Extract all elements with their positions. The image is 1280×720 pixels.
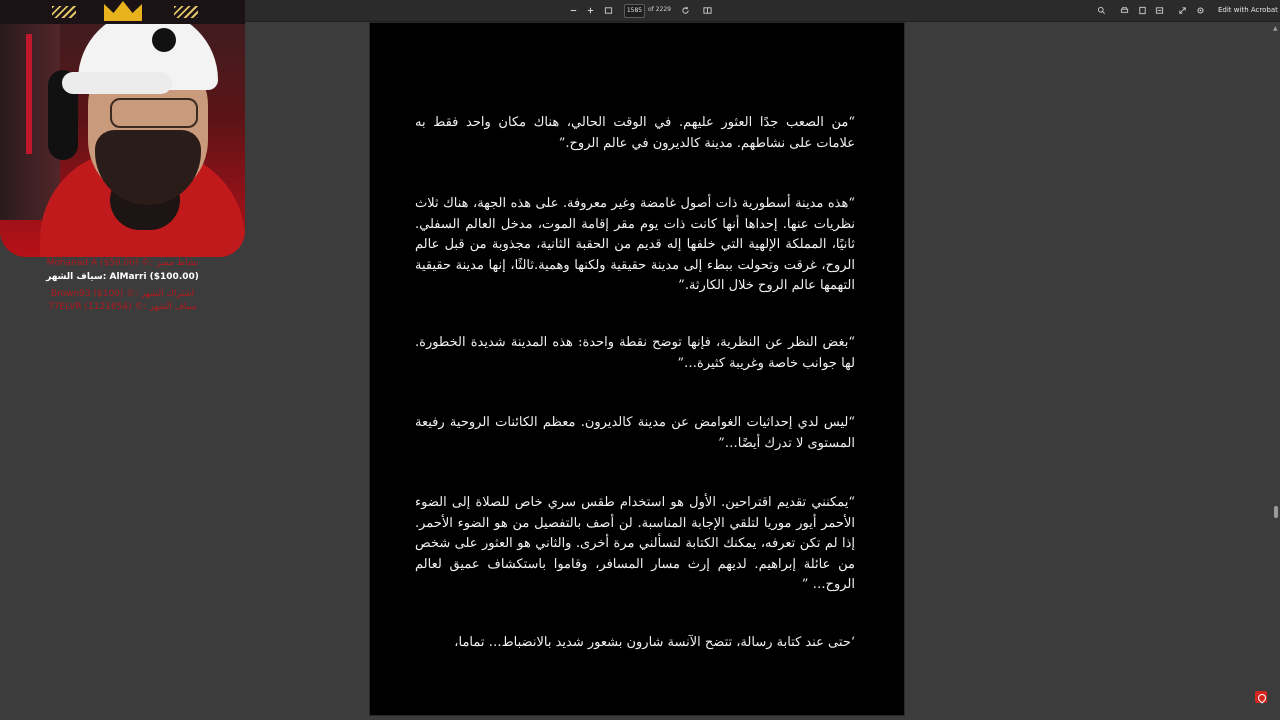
save-icon[interactable] (1136, 3, 1148, 17)
scroll-up-icon[interactable]: ▲ (1273, 25, 1278, 32)
fit-page-icon[interactable] (602, 3, 614, 17)
page-total: of 2229 (648, 6, 671, 13)
settings-icon[interactable] (1194, 3, 1206, 17)
jumpman-logo-icon (152, 28, 176, 52)
donation-line: Brown93 ($100) ©: اشتراك الشهر (50, 289, 195, 299)
acrobat-icon[interactable] (1255, 691, 1267, 703)
document-paragraph: “هذه مدينة أسطورية ذات أصول غامضة وغير معروفة. على هذه الجهة، هناك ثلاث نظريات عنها. إحداها أنها كانت ذات يوم مقر إقامة الموت، مدخل العالم السفلي. ثانيًا، المملكة الإلهية التي خلفها إله قديم من الحقبة الثانية، مجذوبة من قبل عالم الروح، غرقت وتحولت ببطء إلى مدينة حقيقية ولكنها وهمية.ثالثًا، إنها مدينة حقيقية التهمها عالم الروح خلال الكارثة.” (415, 196, 855, 293)
webcam-cap-brim (62, 72, 172, 94)
print-icon[interactable] (1118, 3, 1130, 17)
document-paragraph: “من الصعب جدًا العثور عليهم. في الوقت الحالي، هناك مكان واحد فقط به علامات على نشاطهم. مدينة كالديرون في عالم الروح.” (415, 115, 855, 151)
document-paragraph: “يمكنني تقديم اقتراحين. الأول هو استخدام طقس سري خاص للصلاة إلى الضوء الأحمر أيور موريا لتلقي الإجابة المناسبة. لن أصف بالتفصيل من هو الضوء الأحمر. إذا لم تكن تعرفه، يمكنك الكتابة لتسألني مرة أخرى. والثاني هو العثور على شخص من عائلة إبراهيم. لديهم إرث مسار المسافر، وقاموا باستكشاف عميق لعالم الروح… ” (415, 495, 855, 592)
webcam-glasses (110, 98, 198, 128)
decorative-stripes-icon (52, 6, 76, 18)
document-paragraph: “ليس لدي إحداثيات الغوامض عن مدينة كالديرون. معظم الكائنات الروحية رفيعة المستوى لا تدرك أيضًا…” (415, 415, 855, 451)
document-paragraph: ‘حتى عند كتابة رسالة، تتضح الآنسة شارون بشعور شديد بالانضباط… تماما، (454, 635, 855, 650)
edit-with-acrobat-button[interactable]: Edit with Acrobat (1218, 6, 1278, 14)
pdf-page (369, 22, 905, 716)
crown-icon (104, 1, 142, 21)
page-number-input[interactable]: 1585 (624, 4, 645, 18)
decorative-stripes-icon (174, 6, 198, 18)
share-icon[interactable] (1153, 3, 1165, 17)
top-donor-line: سياف الشهر: AlMarri ($100.00) (46, 272, 199, 282)
zoom-in-icon[interactable] (584, 3, 596, 17)
zoom-out-icon[interactable] (567, 3, 579, 17)
overlay-header-strip (0, 0, 245, 24)
search-icon[interactable] (1095, 3, 1107, 17)
document-paragraph: “بغض النظر عن النظرية، فإنها توضح نقطة واحدة: هذه المدينة شديدة الخطورة. لها جوانب خاصة وغريبة كثيرة…” (415, 335, 855, 371)
vertical-scrollbar-thumb[interactable] (1274, 506, 1278, 518)
two-page-icon[interactable] (701, 3, 713, 17)
rotate-icon[interactable] (679, 3, 691, 17)
webcam-overlay (0, 0, 245, 257)
expand-icon[interactable] (1176, 3, 1188, 17)
donation-line: 77ELVR (1121654) ©: سياف الشهر (48, 302, 197, 312)
donation-line: Mohanad A ($50.00) ©: نشاط مميز (46, 258, 199, 268)
webcam-red-light (26, 34, 32, 154)
